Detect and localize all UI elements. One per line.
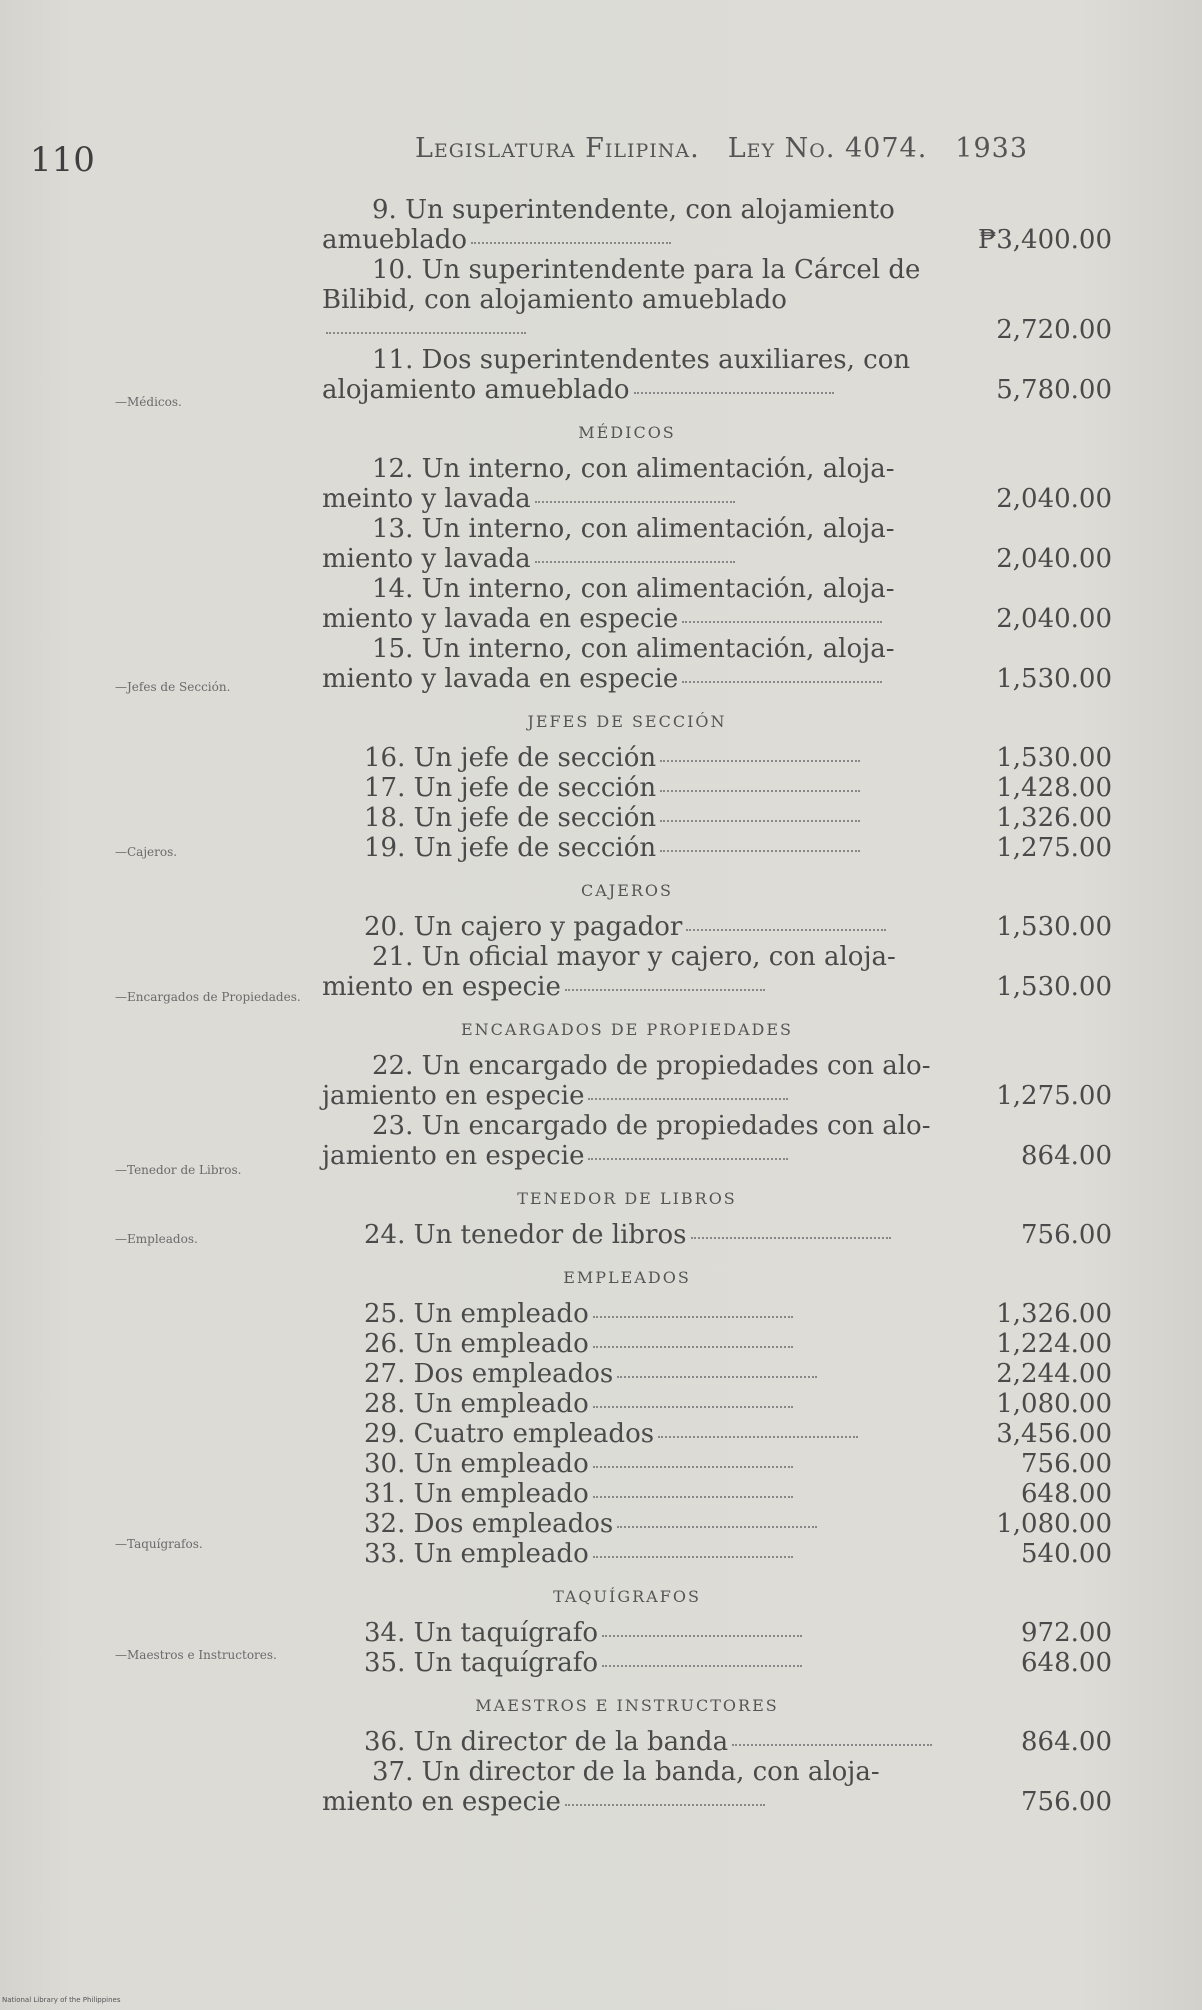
entry-row xyxy=(322,1757,1112,1817)
dot-leader xyxy=(634,392,834,394)
entry-amount: 864.00 xyxy=(1021,1727,1112,1757)
entry-continuation-text: miento en especie xyxy=(322,972,561,1002)
section-heading: MÉDICOS xyxy=(578,423,676,442)
section-heading: TENEDOR DE LIBROS xyxy=(517,1189,737,1208)
dot-leader xyxy=(565,1804,765,1806)
section-heading: ENCARGADOS DE PROPIEDADES xyxy=(461,1020,793,1039)
dot-leader xyxy=(588,1158,788,1160)
margin-note: —Encargados de Propiedades. xyxy=(115,990,301,1004)
dot-leader xyxy=(535,501,735,503)
entry-continuation xyxy=(322,544,1112,574)
entry-row xyxy=(322,1359,1112,1389)
entry-continuation xyxy=(322,375,1112,405)
entry-amount: 2,720.00 xyxy=(996,315,1112,345)
entry-row xyxy=(322,255,1112,345)
section xyxy=(322,1189,1112,1250)
section xyxy=(322,712,1112,863)
entry-row xyxy=(322,773,1112,803)
entry-row xyxy=(322,912,1112,942)
dot-leader xyxy=(691,1237,891,1239)
entry-text: 32. Dos empleados xyxy=(364,1509,614,1539)
entry-amount: 2,040.00 xyxy=(996,604,1112,634)
dot-leader xyxy=(682,681,882,683)
entry-continuation xyxy=(322,1081,1112,1111)
section xyxy=(322,1587,1112,1678)
page-number: 110 xyxy=(30,140,95,180)
dot-leader xyxy=(660,850,860,852)
entry-row xyxy=(322,514,1112,574)
margin-note: —Tenedor de Libros. xyxy=(115,1163,242,1177)
dot-leader xyxy=(682,621,882,623)
dot-leader xyxy=(660,790,860,792)
running-head-right: 1933 xyxy=(955,133,1028,164)
running-head-left: Legislatura Filipina. xyxy=(415,133,700,164)
section xyxy=(322,195,1112,405)
entry-first-line: 37. Un director de la banda, con aloja- xyxy=(372,1757,880,1787)
dot-leader xyxy=(617,1526,817,1528)
entry-text: 26. Un empleado xyxy=(364,1329,589,1359)
dot-leader xyxy=(535,561,735,563)
entry-continuation-text: Bilibid, con alojamiento amueblado xyxy=(322,285,787,315)
entry-row xyxy=(322,1509,1112,1539)
entry-first-line: 9. Un superintendente, con alojamiento xyxy=(372,195,895,225)
entry-continuation-text: meinto y lavada xyxy=(322,484,531,514)
entry-first-line: 13. Un interno, con alimentación, aloja- xyxy=(372,514,895,544)
entry-row xyxy=(322,1051,1112,1111)
section-heading: CAJEROS xyxy=(580,881,673,900)
entry-amount: 1,530.00 xyxy=(996,912,1112,942)
dot-leader xyxy=(686,929,886,931)
entry-amount: 1,224.00 xyxy=(996,1329,1112,1359)
entry-row xyxy=(322,1618,1112,1648)
running-head-middle: Ley No. 4074. xyxy=(727,133,928,164)
dot-leader xyxy=(660,760,860,762)
appropriation-list xyxy=(322,195,1112,1817)
entry-row xyxy=(322,1111,1112,1171)
entry-first-line: 21. Un oficial mayor y cajero, con aloja- xyxy=(372,942,896,972)
dot-leader xyxy=(593,1496,793,1498)
entry-continuation-text: miento y lavada xyxy=(322,544,531,574)
entry-row xyxy=(322,1419,1112,1449)
entry-text: 18. Un jefe de sección xyxy=(364,803,657,833)
entry-row xyxy=(322,574,1112,634)
entry-first-line: 23. Un encargado de propiedades con alo- xyxy=(372,1111,931,1141)
section xyxy=(322,423,1112,694)
entry-amount: 1,530.00 xyxy=(996,664,1112,694)
entry-row xyxy=(322,1449,1112,1479)
entry-continuation-text: amueblado xyxy=(322,225,468,255)
entry-text: 36. Un director de la banda xyxy=(364,1727,729,1757)
entry-text: 25. Un empleado xyxy=(364,1299,589,1329)
entry-amount: 648.00 xyxy=(1021,1479,1112,1509)
dot-leader xyxy=(593,1316,793,1318)
entry-text: 24. Un tenedor de libros xyxy=(364,1220,687,1250)
entry-row xyxy=(322,803,1112,833)
entry-amount: 1,428.00 xyxy=(996,773,1112,803)
entry-text: 34. Un taquígrafo xyxy=(364,1618,599,1648)
entry-text: 35. Un taquígrafo xyxy=(364,1648,599,1678)
dot-leader xyxy=(593,1406,793,1408)
entry-text: 30. Un empleado xyxy=(364,1449,589,1479)
entry-text: 20. Un cajero y pagador xyxy=(364,912,683,942)
entry-continuation-text: jamiento en especie xyxy=(322,1141,585,1171)
dot-leader xyxy=(593,1466,793,1468)
margin-note: —Cajeros. xyxy=(115,845,178,859)
section-heading: MAESTROS E INSTRUCTORES xyxy=(475,1696,779,1715)
entry-first-line: 11. Dos superintendentes auxiliares, con xyxy=(372,345,911,375)
section xyxy=(322,1696,1112,1817)
entry-amount: 2,040.00 xyxy=(996,484,1112,514)
section xyxy=(322,1020,1112,1171)
entry-amount: 5,780.00 xyxy=(996,375,1112,405)
dot-leader xyxy=(602,1665,802,1667)
entry-row xyxy=(322,1648,1112,1678)
entry-row xyxy=(322,634,1112,694)
entry-text: 31. Un empleado xyxy=(364,1479,589,1509)
section-heading: EMPLEADOS xyxy=(563,1268,691,1287)
dot-leader xyxy=(602,1635,802,1637)
entry-continuation-text: alojamiento amueblado xyxy=(322,375,630,405)
entry-amount: 1,326.00 xyxy=(996,803,1112,833)
entry-amount: 2,244.00 xyxy=(996,1359,1112,1389)
entry-amount: 540.00 xyxy=(1021,1539,1112,1569)
entry-row xyxy=(322,454,1112,514)
dot-leader xyxy=(660,820,860,822)
entry-row xyxy=(322,1479,1112,1509)
entry-first-line: 14. Un interno, con alimentación, aloja- xyxy=(372,574,895,604)
margin-note: —Médicos. xyxy=(115,395,182,409)
entry-text: 19. Un jefe de sección xyxy=(364,833,657,863)
entry-amount: 756.00 xyxy=(1021,1449,1112,1479)
margin-note: —Maestros e Instructores. xyxy=(115,1648,277,1662)
entry-amount: 1,080.00 xyxy=(996,1389,1112,1419)
entry-continuation xyxy=(322,484,1112,514)
entry-first-line: 12. Un interno, con alimentación, aloja- xyxy=(372,454,895,484)
entry-continuation-text: miento en especie xyxy=(322,1787,561,1817)
entry-text: 28. Un empleado xyxy=(364,1389,589,1419)
footer-credit: National Library of the Philippines xyxy=(2,1996,121,2004)
entry-row xyxy=(322,1299,1112,1329)
entry-row xyxy=(322,942,1112,1002)
dot-leader xyxy=(732,1744,932,1746)
margin-note: —Jefes de Sección. xyxy=(115,680,231,694)
entry-amount: 972.00 xyxy=(1021,1618,1112,1648)
section xyxy=(322,1268,1112,1569)
entry-continuation xyxy=(322,972,1112,1002)
entry-text: 16. Un jefe de sección xyxy=(364,743,657,773)
entry-first-line: 22. Un encargado de propiedades con alo- xyxy=(372,1051,931,1081)
margin-note: —Taquígrafos. xyxy=(115,1537,203,1551)
entry-continuation-text: jamiento en especie xyxy=(322,1081,585,1111)
dot-leader xyxy=(593,1556,793,1558)
entry-continuation-text: miento y lavada en especie xyxy=(322,664,679,694)
dot-leader xyxy=(471,242,671,244)
entry-amount: 3,456.00 xyxy=(996,1419,1112,1449)
entry-text: 27. Dos empleados xyxy=(364,1359,614,1389)
entry-amount: 1,530.00 xyxy=(996,972,1112,1002)
entry-continuation xyxy=(322,604,1112,634)
entry-amount: 2,040.00 xyxy=(996,544,1112,574)
entry-amount: 648.00 xyxy=(1021,1648,1112,1678)
entry-text: 17. Un jefe de sección xyxy=(364,773,657,803)
entry-row xyxy=(322,1389,1112,1419)
entry-continuation xyxy=(322,1787,1112,1817)
entry-amount: 864.00 xyxy=(1021,1141,1112,1171)
dot-leader xyxy=(326,332,526,334)
entry-continuation xyxy=(322,664,1112,694)
entry-row xyxy=(322,1539,1112,1569)
entry-continuation xyxy=(322,1141,1112,1171)
dot-leader xyxy=(617,1376,817,1378)
dot-leader xyxy=(588,1098,788,1100)
entry-row xyxy=(322,1220,1112,1250)
entry-first-line: 15. Un interno, con alimentación, aloja- xyxy=(372,634,895,664)
entry-amount: 1,275.00 xyxy=(996,833,1112,863)
entry-row xyxy=(322,1727,1112,1757)
entry-row xyxy=(322,1329,1112,1359)
entry-amount: ₱3,400.00 xyxy=(977,225,1112,255)
entry-amount: 1,275.00 xyxy=(996,1081,1112,1111)
entry-amount: 1,530.00 xyxy=(996,743,1112,773)
entry-amount: 1,080.00 xyxy=(996,1509,1112,1539)
entry-row xyxy=(322,743,1112,773)
entry-row xyxy=(322,345,1112,405)
entry-amount: 756.00 xyxy=(1021,1220,1112,1250)
entry-continuation xyxy=(322,285,1112,345)
section xyxy=(322,881,1112,1002)
dot-leader xyxy=(593,1346,793,1348)
entry-row xyxy=(322,833,1112,863)
entry-amount: 1,326.00 xyxy=(996,1299,1112,1329)
dot-leader xyxy=(565,989,765,991)
margin-note: —Empleados. xyxy=(115,1232,198,1246)
section-heading: JEFES DE SECCIÓN xyxy=(527,712,727,731)
entry-continuation-text: miento y lavada en especie xyxy=(322,604,679,634)
dot-leader xyxy=(658,1436,858,1438)
entry-text: 29. Cuatro empleados xyxy=(364,1419,655,1449)
entry-row xyxy=(322,195,1112,255)
entry-first-line: 10. Un superintendente para la Cárcel de xyxy=(372,255,921,285)
entry-amount: 756.00 xyxy=(1021,1787,1112,1817)
entry-text: 33. Un empleado xyxy=(364,1539,589,1569)
running-head xyxy=(415,133,1028,164)
section-heading: TAQUÍGRAFOS xyxy=(553,1587,701,1606)
